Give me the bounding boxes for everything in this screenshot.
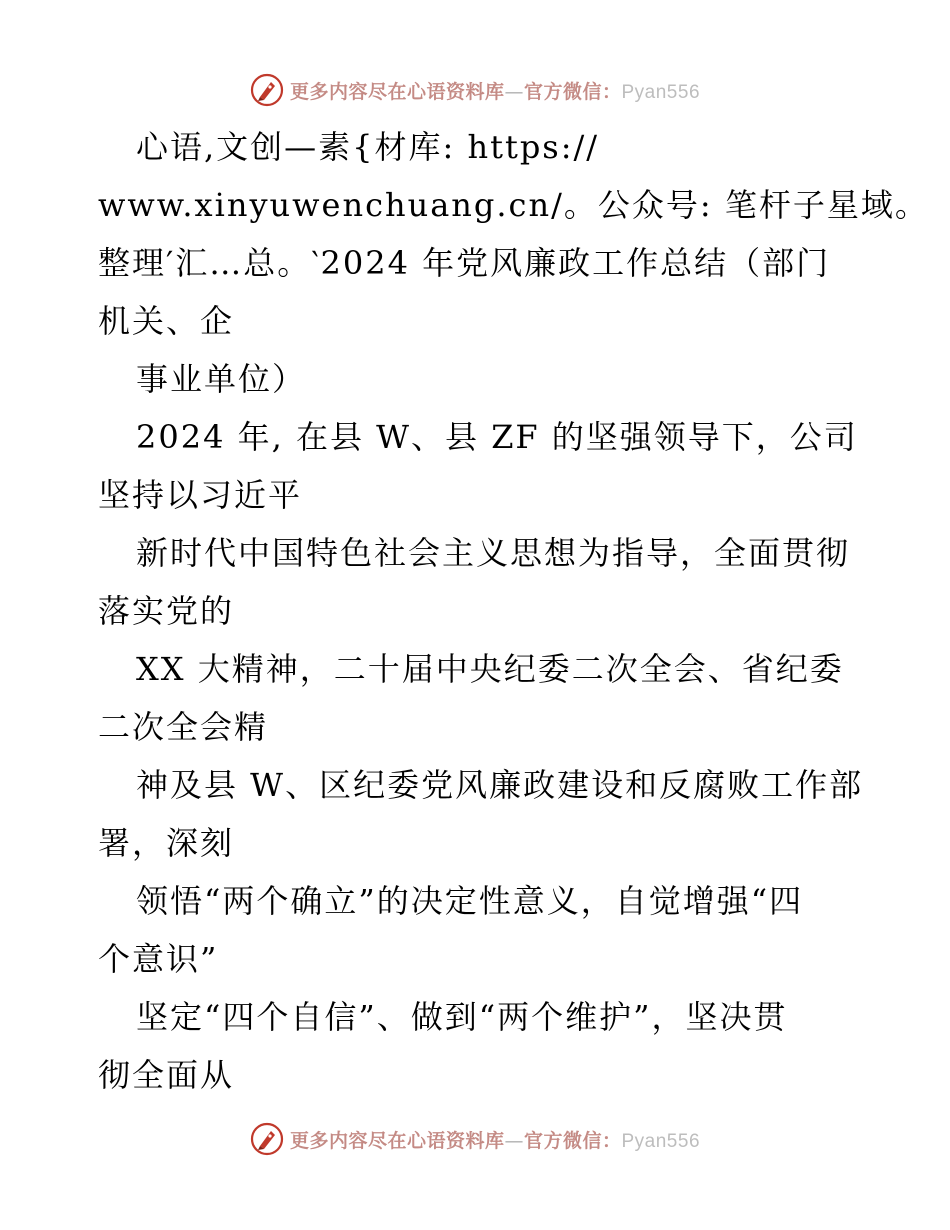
text-line: 事业单位） [136,360,307,398]
watermark-separator: — [504,80,524,103]
text-line: 二次全会精 [98,708,269,746]
text-line: 心语,文创—素{材库: https:// [136,128,600,166]
footer-watermark [0,1119,950,1159]
watermark-main-text: 更多内容尽在心语资料库 [289,1129,505,1152]
text-line: 领悟“两个确立”的决定性意义，自觉增强“四 [136,882,804,920]
text-line: 个意识” [98,940,219,978]
watermark-text [290,77,700,104]
text-line: 坚定“四个自信”、做到“两个维护”，坚决贯 [136,998,788,1036]
watermark-handle: Pyan556 [621,81,701,103]
pen-nib-logo-icon [250,73,284,107]
watermark-text [290,1126,700,1153]
text-line: XX 大精神，二十届中央纪委二次全会、省纪委 [136,650,844,688]
text-line: 坚持以习近平 [98,476,303,514]
text-line: 神及县 W、区纪委党风廉政建设和反腐败工作部 [136,766,864,804]
header-watermark [0,70,950,110]
text-line: 彻全面从 [98,1056,235,1094]
document-body [98,118,929,1104]
watermark-main-text: 更多内容尽在心语资料库 [289,80,505,103]
text-line: 新时代中国特色社会主义思想为指导，全面贯彻 [136,534,851,572]
watermark-contact-label: 官方微信： [523,1129,622,1152]
text-line: 整理′汇…总。‵2024 年党风廉政工作总结（部门 [98,244,831,282]
text-line: 2024 年, 在县 W、县 ZF 的坚强领导下，公司 [136,418,858,456]
watermark-contact-label: 官方微信： [523,80,622,103]
watermark-separator: — [504,1129,524,1152]
text-line: 落实党的 [98,592,235,630]
text-line: www.xinyuwenchuang.cn/。公众号: 笔杆子星域。 [98,186,929,224]
watermark-handle: Pyan556 [621,1130,701,1152]
text-line: 机关、企 [98,302,235,340]
pen-nib-logo-icon [250,1122,284,1156]
text-line: 署，深刻 [98,824,235,862]
